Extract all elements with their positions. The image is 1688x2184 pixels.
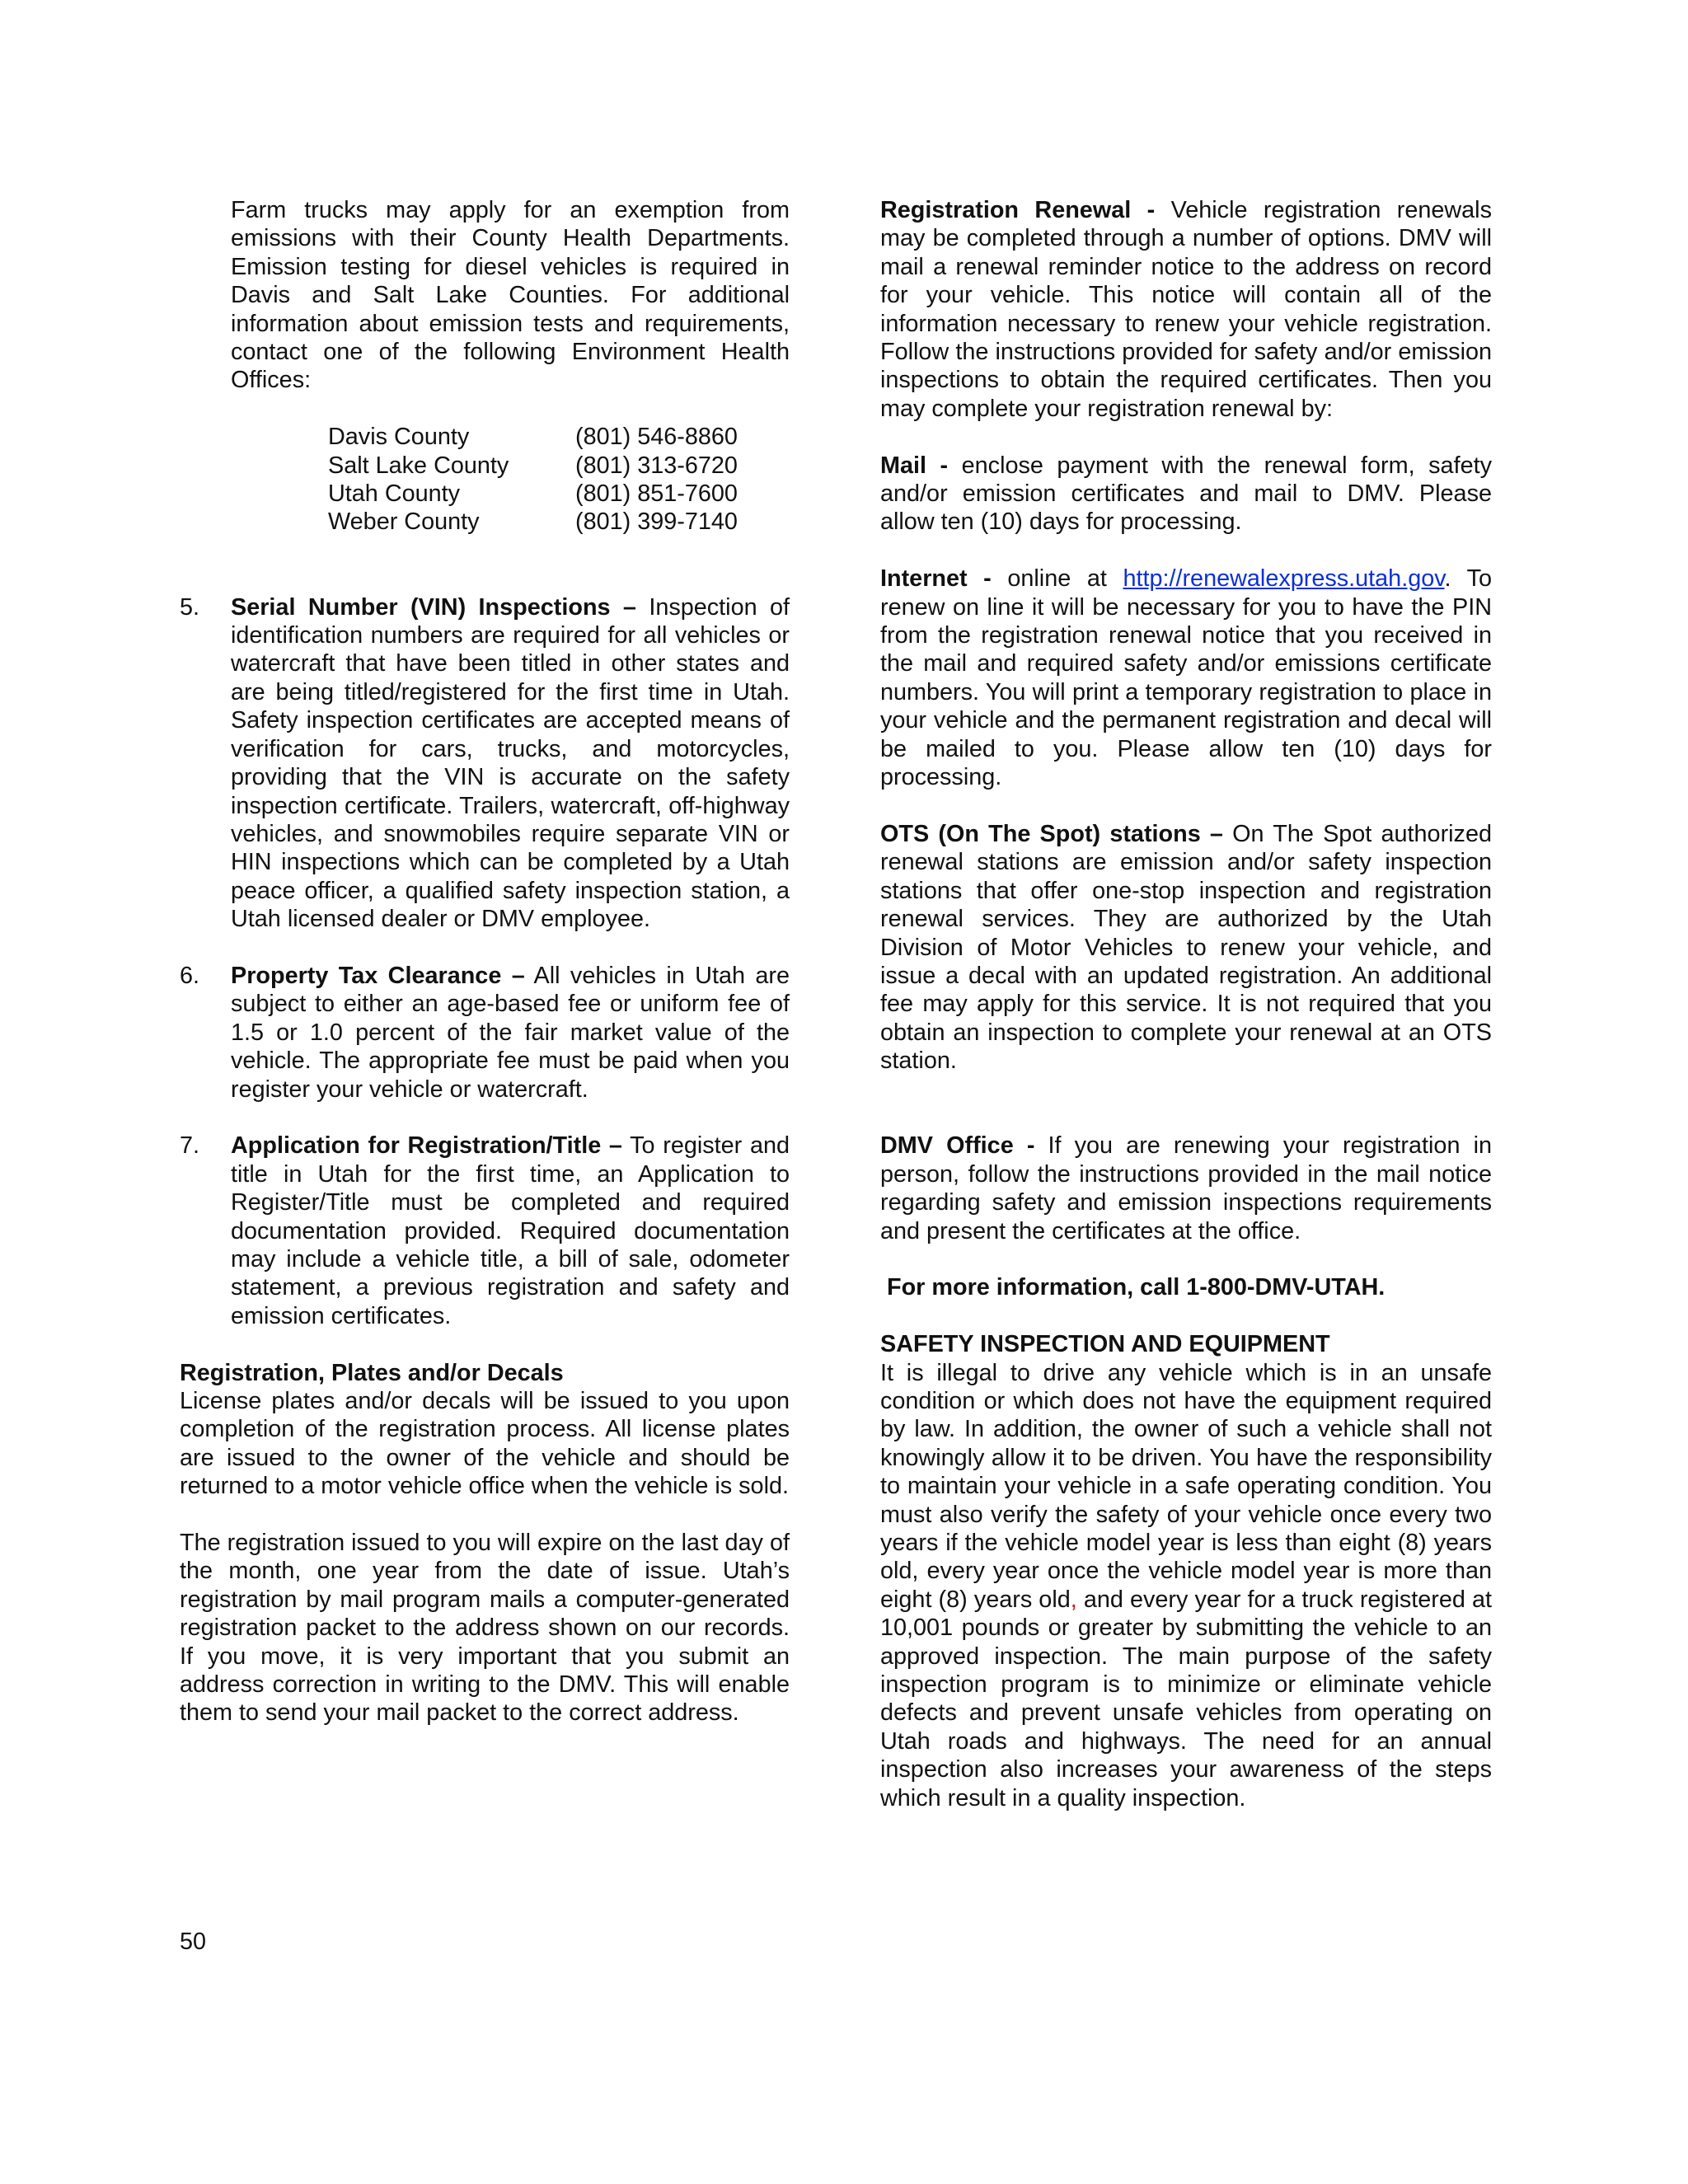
list-item-number: 7. [180,1132,200,1160]
list-item-property-tax [180,962,790,1104]
county-phone: (801) 313-6720 [575,452,738,479]
plates-heading: Registration, Plates and/or Decals [180,1359,564,1386]
list-item-vin-inspections [180,593,790,934]
section-title: Registration Renewal - [880,197,1156,223]
renewal-express-link[interactable]: http://renewalexpress.utah.gov [1123,565,1445,593]
item-body: Inspection of identification numbers are required for all vehicles or watercraft that have been titled in other states and are being titled/registered for the first time in Utah. Safety inspection certificates are accepted means of verification for cars, trucks, and motorcycles, providing that the VIN is accurate on the safety inspection certificate. Trailers, watercraft, off-highway vehicles, and snowmobiles require separate VIN or HIN inspections which can be completed by a Utah peace officer, a qualified safety inspection station, a Utah licensed dealer or DMV employee. [231,593,790,933]
item-body: All vehicles in Utah are subject to either an age-based fee or uniform fee of 1.5 or 1.0 percent of the fair market value of the vehicle. The appropriate fee must be paid when you register your vehicle or watercraft. [231,962,790,1103]
table-row [328,423,738,451]
item-title: Application for Registration/Title – [231,1132,622,1160]
table-row [328,480,738,508]
mail-paragraph: Mail - enclose payment with the renewal form, safety and/or emission certificates and mail to DMV. Please allow ten (10) days for processing. [880,452,1492,536]
county-name: Utah County [328,480,461,508]
county-phone: (801) 546-8860 [575,424,738,451]
health-offices-table [328,423,738,537]
item-title: Serial Number (VIN) Inspections – [231,593,636,621]
section-title: Internet - [880,565,992,593]
safety-paragraph: It is illegal to drive any vehicle which is in an unsafe condition or which does not have the equipment required by law. In addition, the owner of such a vehicle shall not knowingly allow it to be driven. You have the responsibility to maintain your vehicle in a safe operating condition. You must also verify the safety of your vehicle once every two years if the vehicle model year is less than eight (8) years old, every year once the vehicle model year is more than eight (8) years old, and every year for a truck registered at 10,001 pounds or greater by submitting the vehicle to an approved inspection. The main purpose of the safety inspection program is to minimize or eliminate vehicle defects and prevent unsafe vehicles from operating on Utah roads and highways. The need for an annual inspection also increases your awareness of the steps which result in a quality inspection. [880,1359,1492,1811]
left-column [180,196,790,1727]
right-column [880,196,1492,1812]
dmv-office-paragraph: DMV Office - If you are renewing your registration in person, follow the instructions provided in the mail notice regarding safety and emission inspections requirements and present the certificates at the office. [880,1132,1492,1244]
county-name: Weber County [328,509,480,536]
farm-trucks-paragraph: Farm trucks may apply for an exemption from emissions with their County Health Departments. Emission testing for diesel vehicles is required in Davis and Salt Lake Counties. For additional information about emission tests and requirements, contact one of the following Environment Health Offices: [231,197,790,394]
county-name: Davis County [328,424,470,451]
safety-heading: SAFETY INSPECTION AND EQUIPMENT [880,1331,1330,1358]
ots-paragraph: OTS (On The Spot) stations – On The Spot authorized renewal stations are emission and/or safety inspection stations that offer one-stop inspection and registration renewal services. They are authorized by the Utah Division of Motor Vehicles to renew your vehicle, and issue a decal with an updated registration. An additional fee may apply for this service. It is not required that you obtain an inspection to complete your renewal at an OTS station. [880,820,1492,1075]
internet-paragraph: Internet - online at http://renewalexpress.utah.gov. To renew on line it will be necessary for you to have the PIN from the registration renewal notice that you received in the mail and required safety and/or emissions certificate numbers. You will print a temporary registration to place in your vehicle and the permanent registration and decal will be mailed to you. Please allow ten (10) days for processing. [880,565,1492,791]
plates-paragraph: License plates and/or decals will be issued to you upon completion of the registration process. All license plates are issued to the owner of the vehicle and should be returned to a motor vehicle office when the vehicle is sold. [180,1387,790,1500]
more-info-line: For more information, call 1-800-DMV-UTAH. [887,1274,1386,1301]
section-title: Mail - [880,452,949,479]
item-body: To register and title in Utah for the first time, an Application to Register/Title must be completed and required documentation provided. Required documentation may include a vehicle title, a bill of sale, odometer statement, a previous registration and safety and emission certificates. [231,1132,790,1329]
list-item-number: 5. [180,593,200,621]
county-phone: (801) 399-7140 [575,509,738,536]
page-number: 50 [180,1929,207,1955]
list-item-number: 6. [180,962,200,989]
county-name: Salt Lake County [328,452,509,479]
county-phone: (801) 851-7600 [575,480,738,508]
section-title: OTS (On The Spot) stations – [880,820,1223,847]
list-item-application [180,1132,790,1330]
table-row [328,452,738,480]
section-title: DMV Office - [880,1132,1035,1160]
expiration-paragraph: The registration issued to you will expire on the last day of the month, one year from the date of issue. Utah’s registration by mail program mails a computer-generated registration packet to the address shown on our records. If you move, it is very important that you submit an address correction in writing to the DMV. This will enable them to send your mail packet to the correct address. [180,1530,790,1727]
table-row [328,508,738,536]
registration-renewal-paragraph: Registration Renewal - Vehicle registration renewals may be completed through a number of options. DMV will mail a renewal reminder notice to the address on record for your vehicle. This notice will contain all of the information necessary to renew your vehicle registration. Follow the instructions provided for safety and/or emission inspections to obtain the required certificates. Then you may complete your registration renewal by: [880,197,1492,422]
item-title: Property Tax Clearance – [231,962,525,989]
